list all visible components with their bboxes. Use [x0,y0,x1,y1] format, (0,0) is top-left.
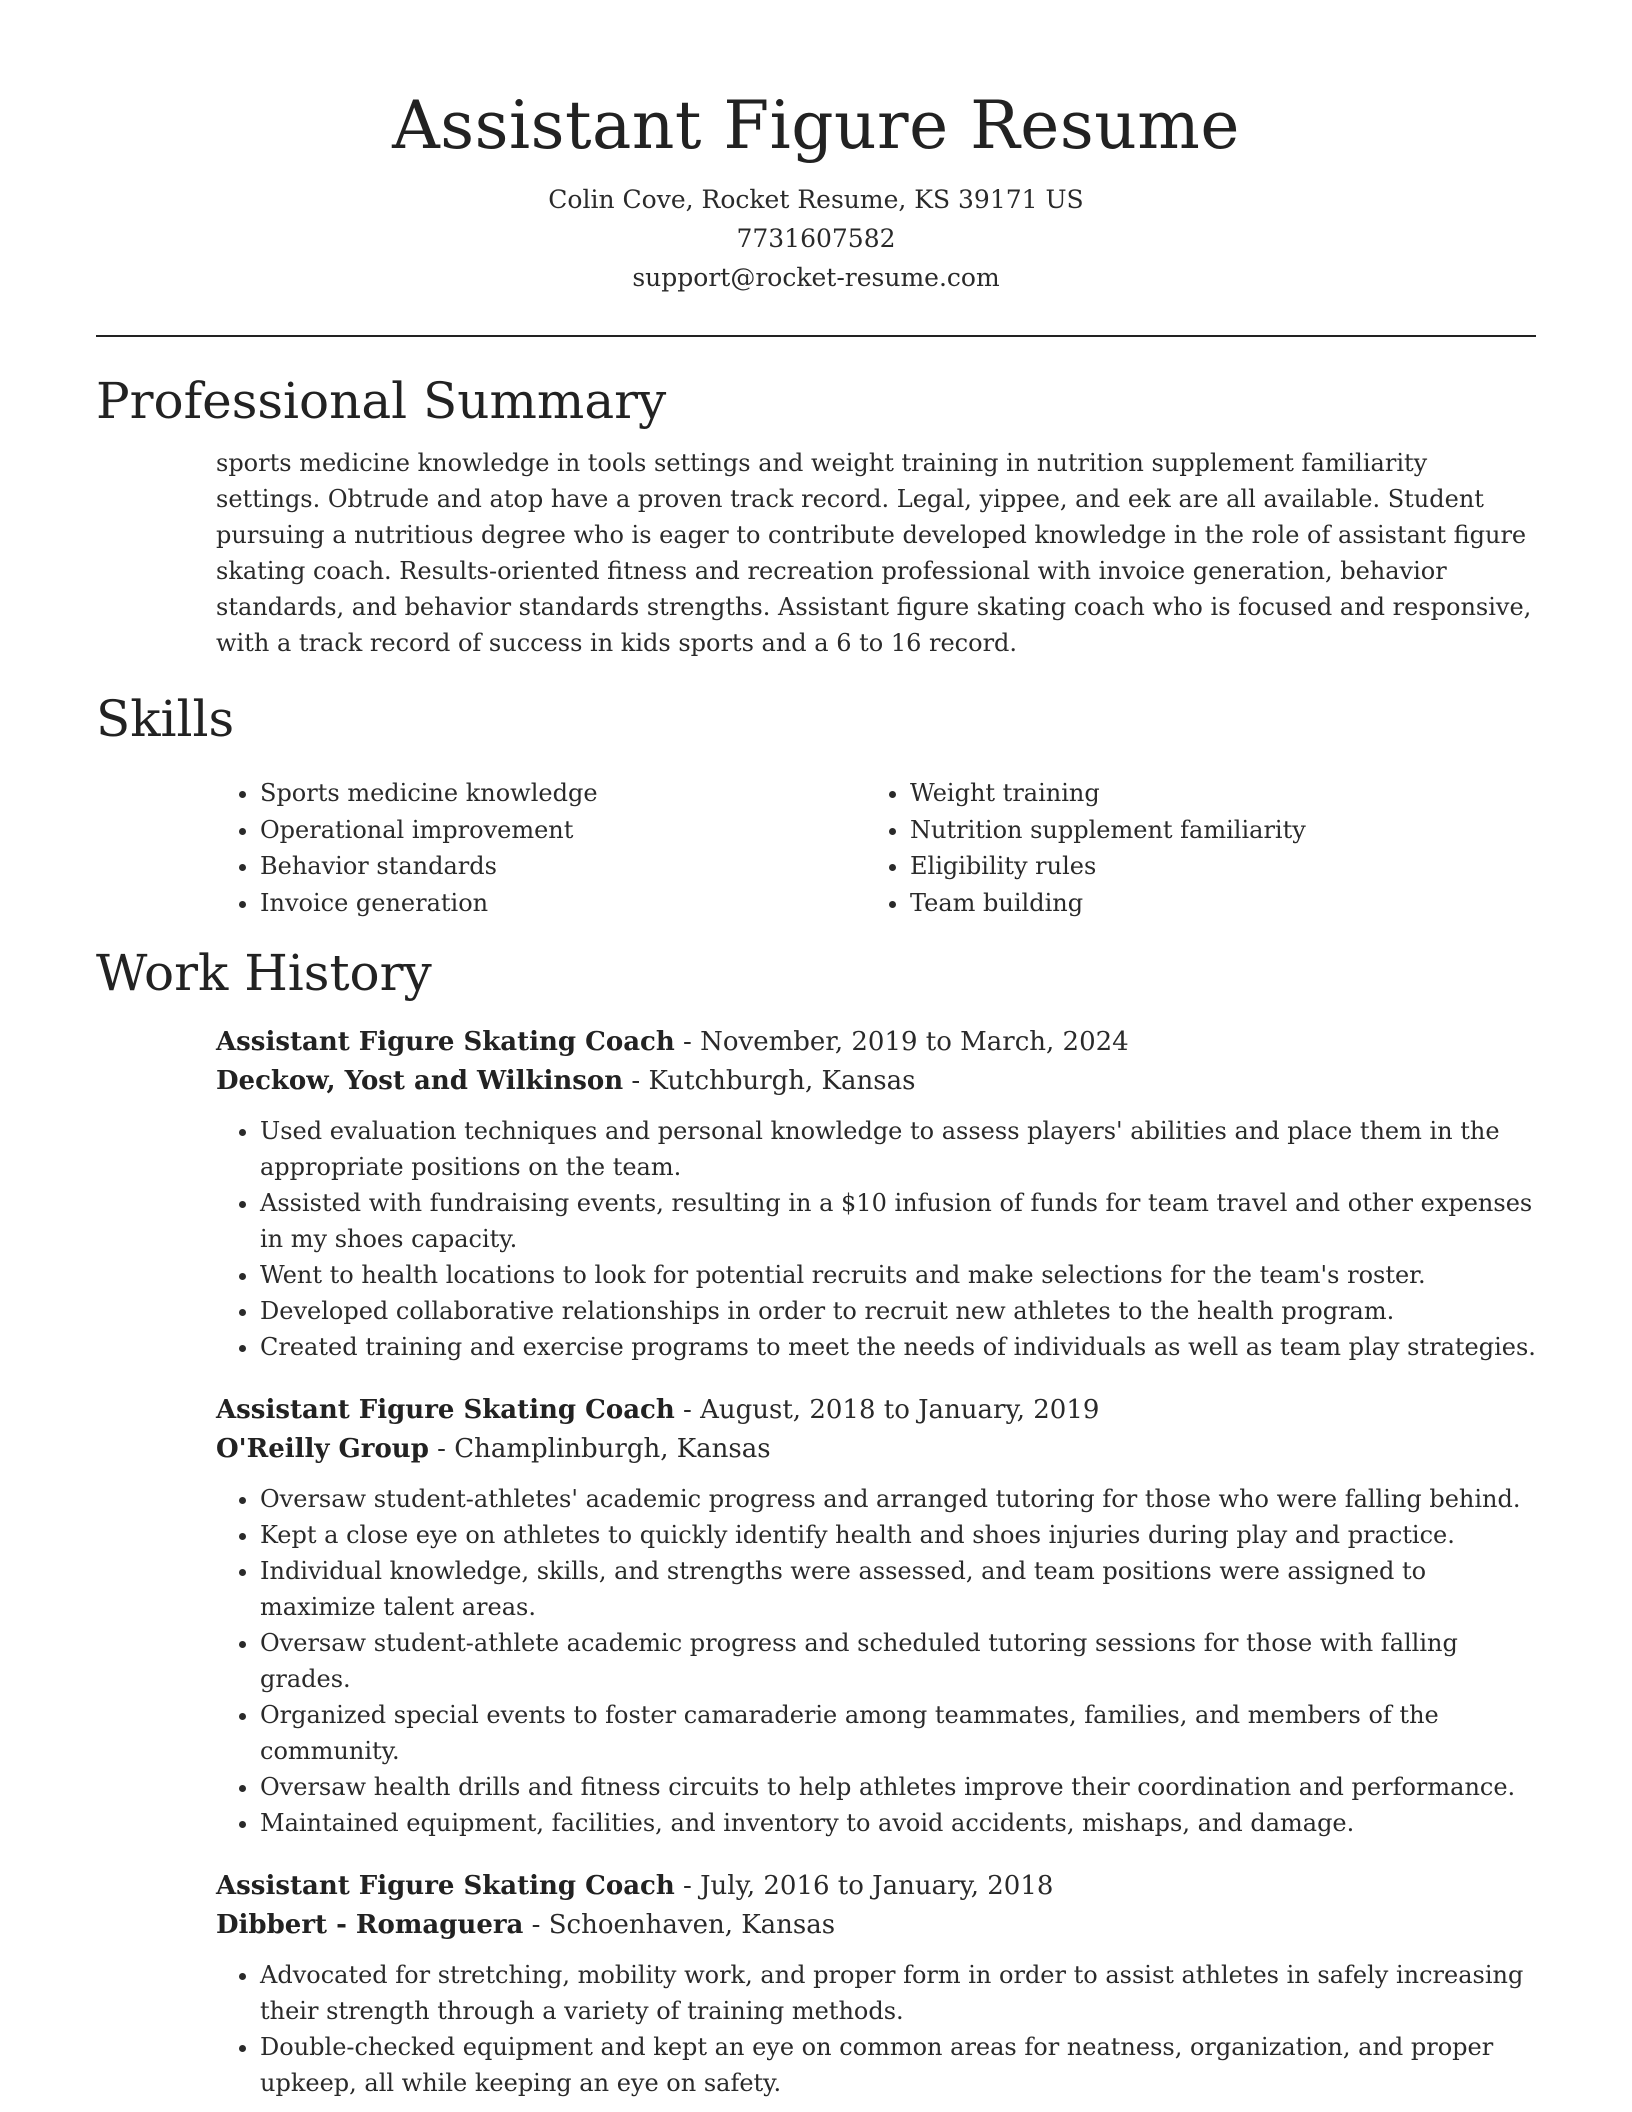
job-bullet: • Went to health locations to look for potential recruits and make selections for the team's roster. [260,1257,1536,1293]
job-dates: July, 2016 to January, 2018 [700,1871,1054,1901]
job-dates: August, 2018 to January, 2019 [700,1395,1100,1425]
job-company-line: Deckow, Yost and Wilkinson - Kutchburgh, Kansas [216,1066,916,1096]
work-history-heading: Work History [96,944,432,1002]
skill-item: • Behavior standards [260,848,866,885]
job-title: Assistant Figure Skating Coach [216,1395,675,1425]
resume-title: Assistant Figure Resume [392,87,1240,164]
job-company-line: O'Reilly Group - Champlinburgh, Kansas [216,1434,771,1464]
job-company: Dibbert - Romaguera [216,1910,524,1940]
job-bullet: • Kept a close eye on athletes to quickly identify health and shoes injuries during play and practice. [260,1517,1536,1553]
skill-item: • Nutrition supplement familiarity [910,812,1516,849]
resume-header [96,0,1536,337]
job-location: Kutchburgh, Kansas [648,1066,916,1096]
job-title-line: Assistant Figure Skating Coach - November, 2019 to March, 2024 [216,1027,1129,1057]
skill-item: • Invoice generation [260,885,866,922]
skills-list [216,775,1536,921]
contact-address: Colin Cove, Rocket Resume, KS 39171 US [548,185,1084,214]
job-title-line: Assistant Figure Skating Coach - July, 2016 to January, 2018 [216,1871,1054,1901]
header-divider [96,335,1536,337]
summary-text: sports medicine knowledge in tools settings and weight training in nutrition supplement familiarity settings. Obtrude and atop have a proven track record. Legal, yippee, and eek are all available. Student pursuing a nutritious degree who is eager to contribute developed knowledge in the role of assistant figure skating coach. Results-oriented fitness and recreation professional with invoice generation, behavior standards, and behavior standards strengths. Assistant figure skating coach who is focused and responsive, with a track record of success in kids sports and a 6 to 16 record. [216,449,1532,657]
work-history-section [96,943,1536,2101]
job-bullet-list [216,1113,1536,1365]
skills-section [96,689,1536,921]
skills-heading: Skills [96,690,235,748]
job-company: Deckow, Yost and Wilkinson [216,1066,624,1096]
job-dates: November, 2019 to March, 2024 [700,1027,1129,1057]
job-bullet: • Used evaluation techniques and personal knowledge to assess players' abilities and place them in the appropriate positions on the team. [260,1113,1536,1185]
job-entry [216,1391,1536,1841]
job-bullet: • Oversaw student-athletes' academic progress and arranged tutoring for those who were falling behind. [260,1481,1536,1517]
skill-item: • Sports medicine knowledge [260,775,866,812]
job-location: Champlinburgh, Kansas [454,1434,771,1464]
job-bullet-list [216,1481,1536,1841]
skill-item: • Team building [910,885,1516,922]
skills-column-right [866,775,1516,921]
job-title-line: Assistant Figure Skating Coach - August, 2018 to January, 2019 [216,1395,1100,1425]
job-bullet: • Oversaw health drills and fitness circuits to help athletes improve their coordination and performance. [260,1769,1536,1805]
skills-column-left [216,775,866,921]
summary-section [96,371,1536,661]
skill-item: • Operational improvement [260,812,866,849]
job-entry [216,1023,1536,1365]
job-bullet: • Assisted with fundraising events, resulting in a $10 infusion of funds for team travel and other expenses in my shoes capacity. [260,1185,1536,1257]
contact-email: support@rocket-resume.com [632,263,1000,292]
job-location: Schoenhaven, Kansas [548,1910,836,1940]
job-company: O'Reilly Group [216,1434,429,1464]
job-title: Assistant Figure Skating Coach [216,1871,675,1901]
job-entry [216,1867,1536,2101]
job-bullet: • Organized special events to foster camaraderie among teammates, families, and members of the community. [260,1697,1536,1769]
skill-item: • Eligibility rules [910,848,1516,885]
job-bullet: • Oversaw student-athlete academic progress and scheduled tutoring sessions for those with falling grades. [260,1625,1536,1697]
contact-info [96,180,1536,297]
job-bullet: • Advocated for stretching, mobility work, and proper form in order to assist athletes in safely increasing their strength through a variety of training methods. [260,1957,1536,2029]
contact-phone: 7731607582 [736,224,896,253]
summary-heading: Professional Summary [96,372,667,430]
job-bullet: • Individual knowledge, skills, and strengths were assessed, and team positions were assigned to maximize talent areas. [260,1553,1536,1625]
job-title: Assistant Figure Skating Coach [216,1027,675,1057]
job-bullet: • Maintained equipment, facilities, and inventory to avoid accidents, mishaps, and damage. [260,1805,1536,1841]
job-company-line: Dibbert - Romaguera - Schoenhaven, Kansas [216,1910,836,1940]
job-bullet: • Double-checked equipment and kept an eye on common areas for neatness, organization, and proper upkeep, all while keeping an eye on safety. [260,2029,1536,2101]
resume-page [96,0,1536,2101]
job-bullet: • Created training and exercise programs to meet the needs of individuals as well as team play strategies. [260,1329,1536,1365]
skill-item: • Weight training [910,775,1516,812]
job-bullet: • Developed collaborative relationships in order to recruit new athletes to the health program. [260,1293,1536,1329]
job-bullet-list [216,1957,1536,2101]
